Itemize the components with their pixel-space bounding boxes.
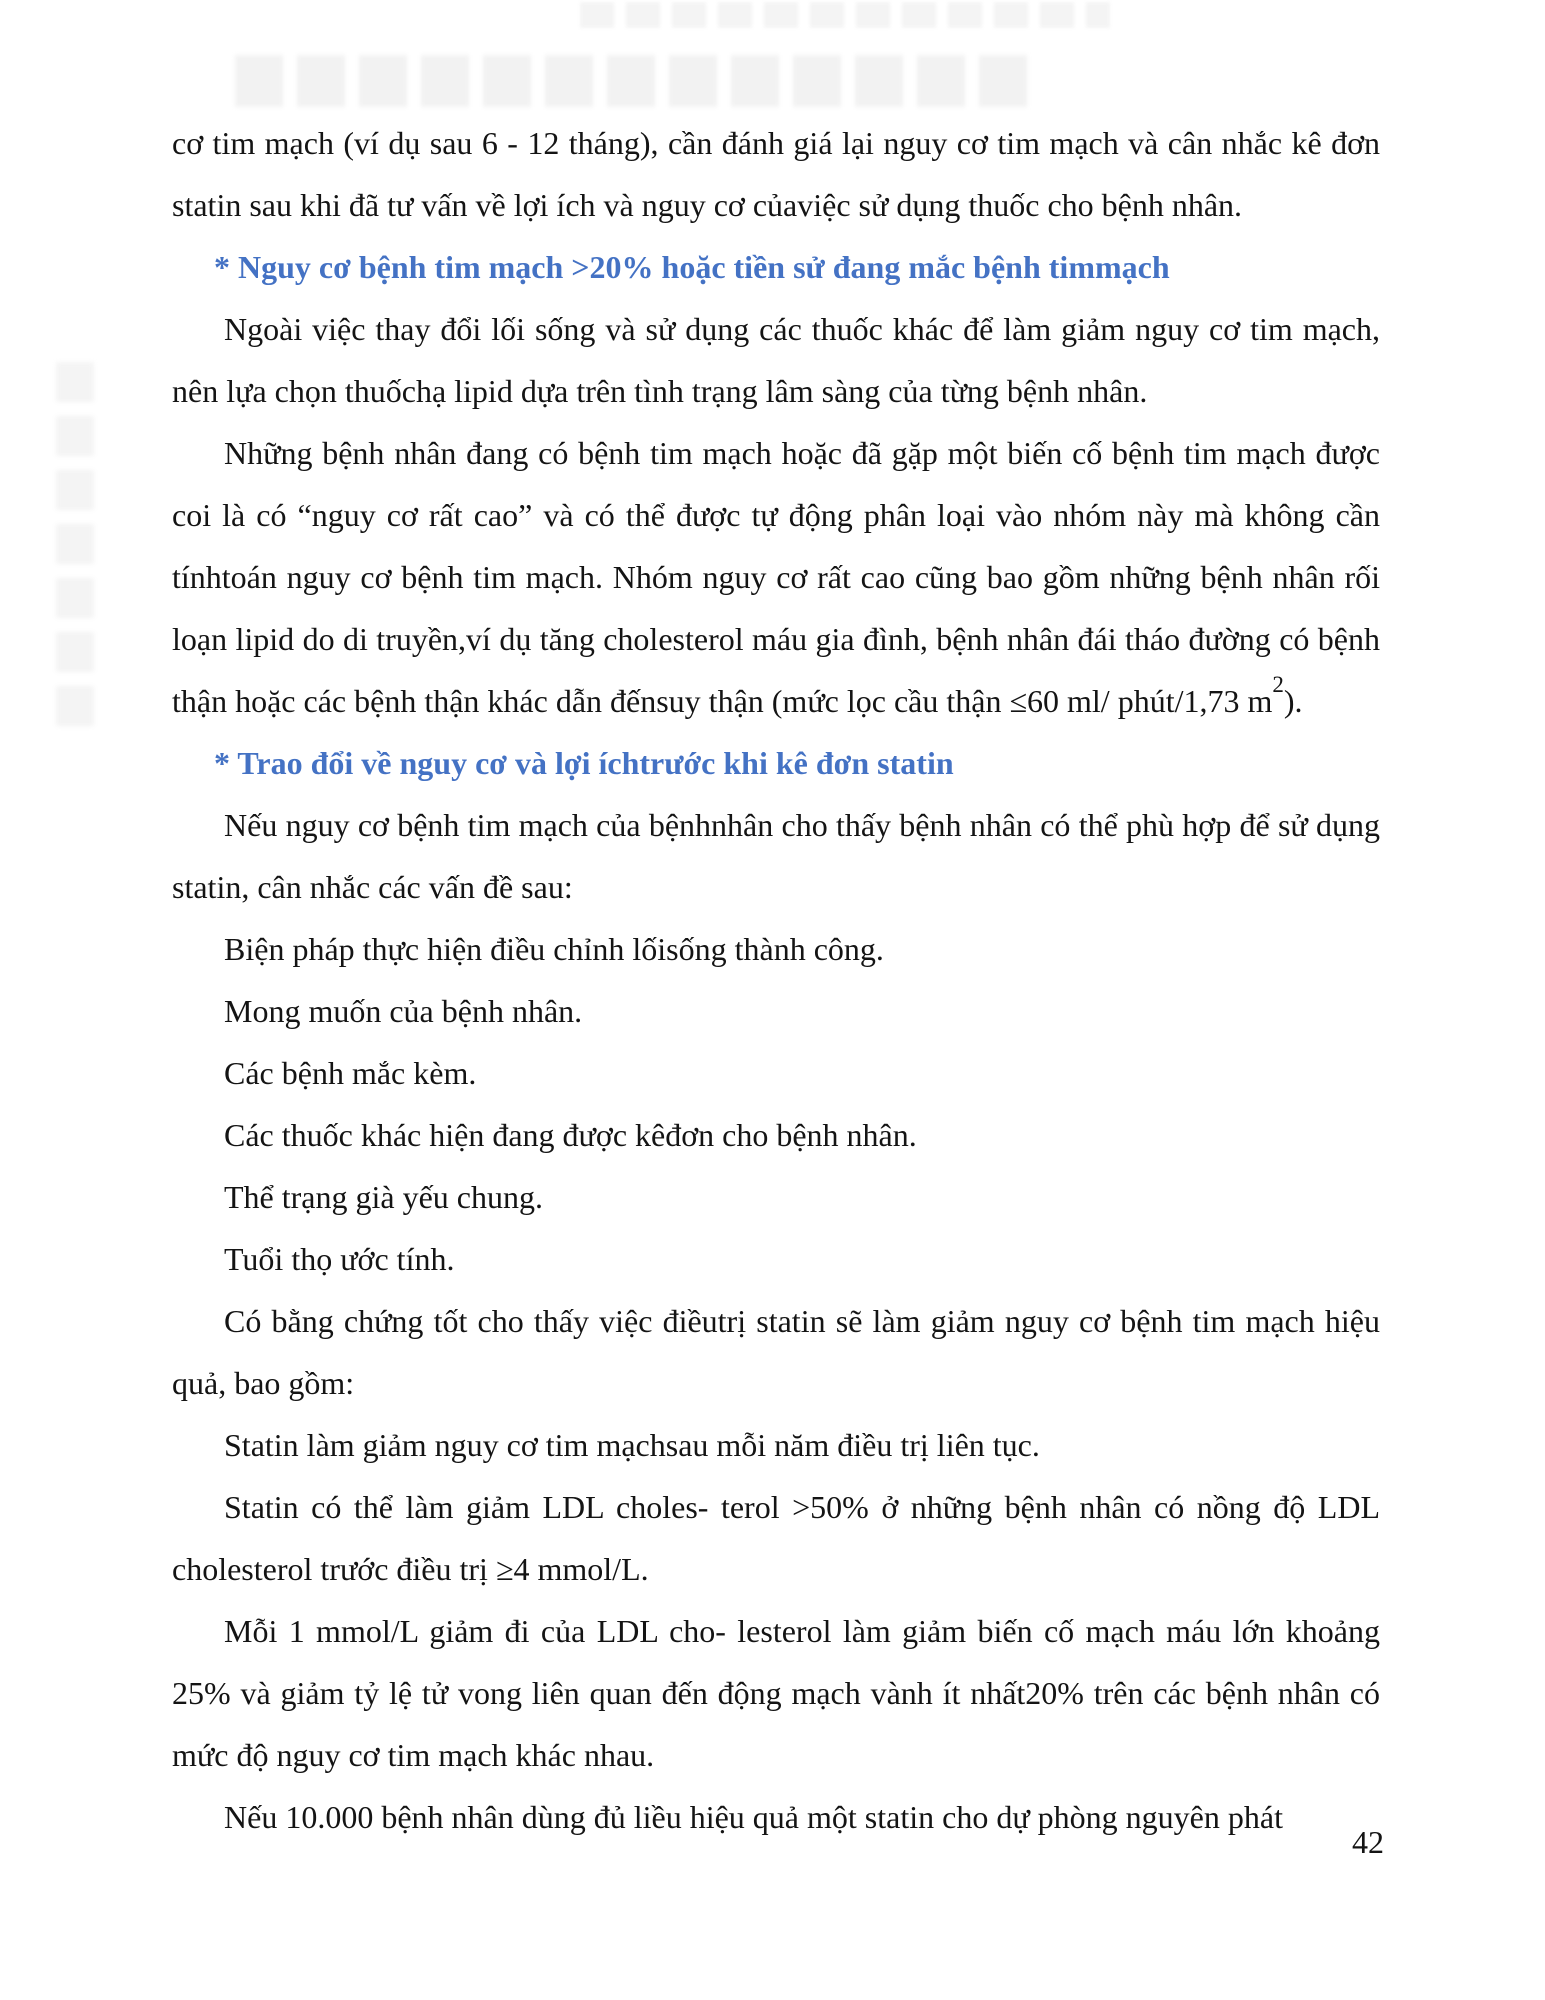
paragraph-tail: ).: [1283, 683, 1303, 719]
paragraph-very-high-risk-group: [172, 422, 1380, 732]
paragraph-text: Những bệnh nhân đang có bệnh tim mạch hoặc đã gặp một biến cố bệnh tim mạch được coi là có “nguy cơ rất cao” và có thể được tự động phân loại vào nhóm này mà không cần tínhtoán nguy cơ bệnh tim mạch. Nhóm nguy cơ rất cao cũng bao gồm những bệnh nhân rối loạn lipid do di truyền,ví dụ tăng cholesterol máu gia đình, bệnh nhân đái tháo đường có bệnh thận hoặc các bệnh thận khác dẫn đếnsuy thận (mức lọc cầu thận ≤60 ml/ phút/1,73 m: [172, 435, 1380, 719]
page-number: 42: [1352, 1824, 1384, 1860]
list-item-general-frailty: Thể trạng già yếu chung.: [224, 1179, 543, 1215]
list-item-lifestyle-adjust: Biện pháp thực hiện điều chỉnh lốisống thành công.: [224, 931, 884, 967]
list-item-life-expectancy: Tuổi thọ ước tính.: [224, 1241, 455, 1277]
paragraph-lifestyle-lipid-choice: Ngoài việc thay đổi lối sống và sử dụng các thuốc khác để làm giảm nguy cơ tim mạch, nên lựa chọn thuốchạ lipid dựa trên tình trạng lâm sàng của từng bệnh nhân.: [172, 311, 1380, 409]
paragraph-statin-yearly-reduction: Statin làm giảm nguy cơ tim mạchsau mỗi năm điều trị liên tục.: [224, 1427, 1040, 1463]
paragraph-10000-patients: Nếu 10.000 bệnh nhân dùng đủ liều hiệu quả một statin cho dự phòng nguyên phát: [224, 1799, 1283, 1835]
list-item-comorbidities: Các bệnh mắc kèm.: [224, 1055, 477, 1091]
section-heading-discuss-risk-benefit: * Trao đổi về nguy cơ và lợi íchtrước khi kê đơn statin: [214, 745, 954, 781]
section-heading-risk-over-20: * Nguy cơ bệnh tim mạch >20% hoặc tiền sử đang mắc bệnh timmạch: [214, 249, 1170, 285]
paragraph-cv-risk-reassess: cơ tim mạch (ví dụ sau 6 - 12 tháng), cần đánh giá lại nguy cơ tim mạch và cân nhắc kê đơn statin sau khi đã tư vấn về lợi ích và nguy cơ củaviệc sử dụng thuốc cho bệnh nhân.: [172, 125, 1380, 223]
paragraph-statin-suitability: Nếu nguy cơ bệnh tim mạch của bệnhnhân cho thấy bệnh nhân có thể phù hợp để sử dụng statin, cân nhắc các vấn đề sau:: [172, 807, 1380, 905]
paragraph-good-evidence: Có bằng chứng tốt cho thấy việc điềutrị statin sẽ làm giảm nguy cơ bệnh tim mạch hiệu quả, bao gồm:: [172, 1303, 1380, 1401]
paragraph-ldl-50-percent: Statin có thể làm giảm LDL choles- terol >50% ở những bệnh nhân có nồng độ LDL cholesterol trước điều trị ≥4 mmol/L.: [172, 1489, 1380, 1587]
paragraph-mmol-reduction-25: Mỗi 1 mmol/L giảm đi của LDL cho- lesterol làm giảm biến cố mạch máu lớn khoảng 25% và giảm tỷ lệ tử vong liên quan đến động mạch vành ít nhất20% trên các bệnh nhân có mức độ nguy cơ tim mạch khác nhau.: [172, 1613, 1380, 1773]
superscript-2: 2: [1272, 670, 1284, 697]
list-item-other-drugs: Các thuốc khác hiện đang được kêđơn cho bệnh nhân.: [224, 1117, 917, 1153]
list-item-patient-wishes: Mong muốn của bệnh nhân.: [224, 993, 583, 1029]
